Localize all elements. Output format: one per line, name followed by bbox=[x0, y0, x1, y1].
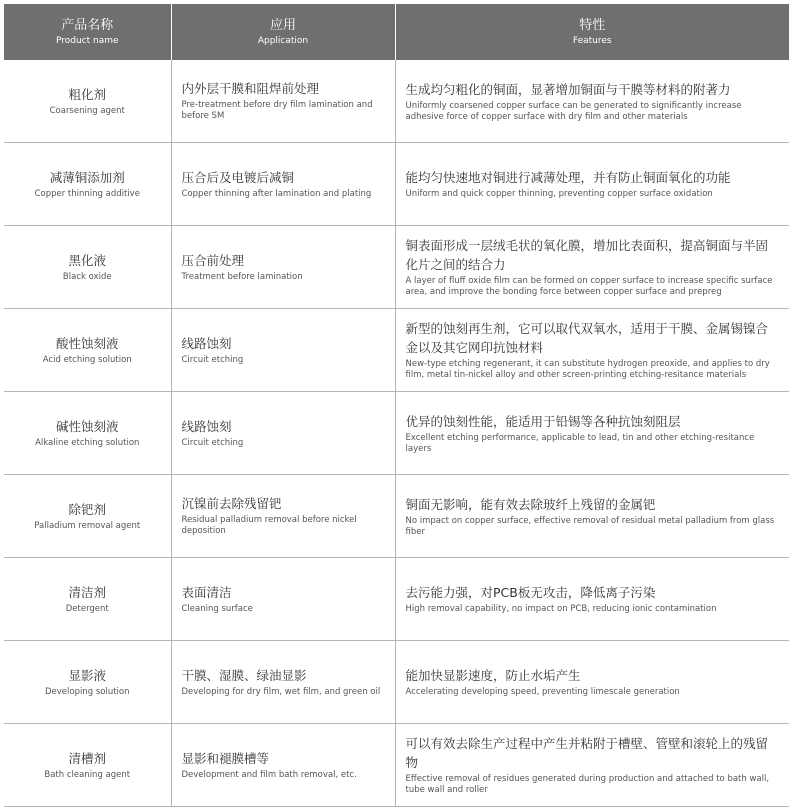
header-features-en: Features bbox=[572, 35, 612, 46]
features-cell bbox=[395, 641, 789, 724]
product-name-en: Coarsening agent bbox=[49, 105, 125, 116]
header-row bbox=[4, 4, 789, 60]
product-name-zh: 清槽剂 bbox=[68, 750, 106, 766]
product-name-zh: 粗化剂 bbox=[68, 86, 106, 102]
product-name-en: Detergent bbox=[65, 603, 109, 614]
product-name-en: Developing solution bbox=[45, 686, 130, 697]
product-name-en: Alkaline etching solution bbox=[35, 437, 140, 448]
features-zh: 去污能力强，对PCB板无攻击，降低离子污染 bbox=[405, 585, 656, 600]
header-product-name-zh: 产品名称 bbox=[61, 17, 114, 33]
header-application-en: Application bbox=[257, 35, 309, 46]
application-en: Residual palladium removal before nickel deposition bbox=[181, 515, 357, 536]
product-name-en: Bath cleaning agent bbox=[44, 769, 131, 780]
product-name-cell bbox=[4, 60, 171, 143]
table-row bbox=[4, 226, 789, 309]
features-cell bbox=[395, 475, 789, 558]
table-row bbox=[4, 558, 789, 641]
product-name-cell bbox=[4, 641, 171, 724]
application-zh: 线路蚀刻 bbox=[181, 335, 232, 351]
features-zh: 新型的蚀刻再生剂，它可以取代双氧水，适用于干膜、金属锡镍合金以及其它网印抗蚀材料 bbox=[405, 321, 769, 355]
features-zh: 能均匀快速地对铜进行减薄处理，并有防止铜面氧化的功能 bbox=[405, 170, 731, 185]
features-en: High removal capability, no impact on PCB, reducing ionic contamination bbox=[405, 604, 717, 614]
product-name-zh: 显影液 bbox=[68, 667, 106, 683]
header-product-name-en: Product name bbox=[55, 35, 119, 46]
application-cell bbox=[171, 392, 395, 475]
product-name-cell bbox=[4, 226, 171, 309]
table-body bbox=[4, 60, 789, 807]
header-features-zh: 特性 bbox=[579, 17, 606, 33]
application-en: Copper thinning after lamination and plating bbox=[181, 188, 372, 199]
features-en: New-type etching regenerant, it can substitute hydrogen preoxide, and applies to dry film, metal tin-nickel alloy and other screen-printing etching-resitance materials bbox=[405, 359, 770, 380]
features-en: Uniformly coarsened copper surface can be generated to significantly increase adhesive force of copper surface with dry film and other materials bbox=[405, 100, 742, 122]
product-name-zh: 清洁剂 bbox=[68, 584, 106, 600]
application-en: Pre-treatment before dry film lamination and before SM bbox=[181, 100, 373, 121]
application-zh: 表面清洁 bbox=[181, 584, 232, 600]
features-zh: 铜表面形成一层绒毛状的氧化膜，增加比表面积，提高铜面与半固化片之间的结合力 bbox=[405, 238, 769, 272]
product-name-cell bbox=[4, 724, 171, 807]
table-row bbox=[4, 392, 789, 475]
product-name-cell bbox=[4, 309, 171, 392]
features-cell bbox=[395, 143, 789, 226]
product-name-zh: 酸性蚀刻液 bbox=[55, 335, 119, 351]
features-cell bbox=[395, 226, 789, 309]
product-name-zh: 减薄铜添加剂 bbox=[49, 169, 125, 185]
application-cell bbox=[171, 309, 395, 392]
application-zh: 内外层干膜和阻焊前处理 bbox=[181, 81, 320, 96]
application-en: Cleaning surface bbox=[181, 603, 253, 614]
application-cell bbox=[171, 475, 395, 558]
application-cell bbox=[171, 641, 395, 724]
features-cell bbox=[395, 724, 789, 807]
features-cell bbox=[395, 60, 789, 143]
application-en: Circuit etching bbox=[181, 437, 244, 448]
header-application-zh: 应用 bbox=[269, 17, 296, 33]
product-name-en: Acid etching solution bbox=[42, 354, 132, 365]
product-name-cell bbox=[4, 143, 171, 226]
application-en: Development and film bath removal, etc. bbox=[181, 769, 357, 780]
product-table bbox=[4, 4, 789, 807]
features-en: Accelerating developing speed, preventing limescale generation bbox=[405, 687, 680, 697]
application-cell bbox=[171, 60, 395, 143]
product-name-en: Black oxide bbox=[62, 271, 112, 282]
product-name-zh: 黑化液 bbox=[68, 252, 106, 268]
application-en: Treatment before lamination bbox=[181, 271, 303, 282]
features-cell bbox=[395, 309, 789, 392]
application-zh: 线路蚀刻 bbox=[181, 418, 232, 434]
features-en: Uniform and quick copper thinning, preventing copper surface oxidation bbox=[405, 189, 713, 199]
table-header bbox=[4, 4, 789, 60]
application-zh: 显影和褪膜槽等 bbox=[181, 750, 270, 766]
product-name-zh: 碱性蚀刻液 bbox=[55, 418, 119, 434]
product-name-en: Palladium removal agent bbox=[34, 520, 141, 531]
table-row bbox=[4, 724, 789, 807]
application-cell bbox=[171, 724, 395, 807]
header-product-name bbox=[4, 4, 171, 60]
application-zh: 压合后及电镀后减铜 bbox=[181, 169, 295, 185]
product-name-cell bbox=[4, 558, 171, 641]
application-zh: 沉镍前去除残留钯 bbox=[181, 496, 282, 511]
application-en: Circuit etching bbox=[181, 354, 244, 365]
table-row bbox=[4, 60, 789, 143]
product-name-zh: 除钯剂 bbox=[68, 501, 106, 517]
header-application bbox=[171, 4, 395, 60]
features-en: No impact on copper surface, effective removal of residual metal palladium from glass fiber bbox=[405, 515, 775, 537]
header-features bbox=[395, 4, 789, 60]
application-cell bbox=[171, 558, 395, 641]
features-cell bbox=[395, 558, 789, 641]
table-row bbox=[4, 475, 789, 558]
application-zh: 压合前处理 bbox=[181, 252, 245, 268]
application-en: Developing for dry film, wet film, and green oil bbox=[181, 686, 381, 697]
features-cell bbox=[395, 392, 789, 475]
features-zh: 可以有效去除生产过程中产生并粘附于槽壁、管壁和滚轮上的残留物 bbox=[405, 736, 769, 770]
features-zh: 优异的蚀刻性能，能适用于铅锡等各种抗蚀刻阻层 bbox=[405, 413, 681, 429]
table-row bbox=[4, 309, 789, 392]
features-en: Excellent etching performance, applicable to lead, tin and other etching-resitance layers bbox=[405, 432, 755, 454]
features-en: A layer of fluff oxide film can be formed on copper surface to increase specific surface area, and improve the bonding force between copper surface and prepreg bbox=[405, 276, 773, 297]
features-zh: 铜面无影响，能有效去除玻纤上残留的金属钯 bbox=[405, 496, 656, 512]
application-zh: 干膜、湿膜、绿油显影 bbox=[181, 667, 307, 683]
features-en: Effective removal of residues generated during production and attached to bath wall, tube wall and roller bbox=[405, 774, 770, 795]
product-name-cell bbox=[4, 392, 171, 475]
features-zh: 生成均匀粗化的铜面，显著增加铜面与干膜等材料的附著力 bbox=[405, 81, 731, 97]
features-zh: 能加快显影速度，防止水垢产生 bbox=[405, 668, 581, 683]
application-cell bbox=[171, 226, 395, 309]
product-name-cell bbox=[4, 475, 171, 558]
application-cell bbox=[171, 143, 395, 226]
table-row bbox=[4, 641, 789, 724]
table-row bbox=[4, 143, 789, 226]
product-name-en: Copper thinning additive bbox=[34, 188, 140, 199]
